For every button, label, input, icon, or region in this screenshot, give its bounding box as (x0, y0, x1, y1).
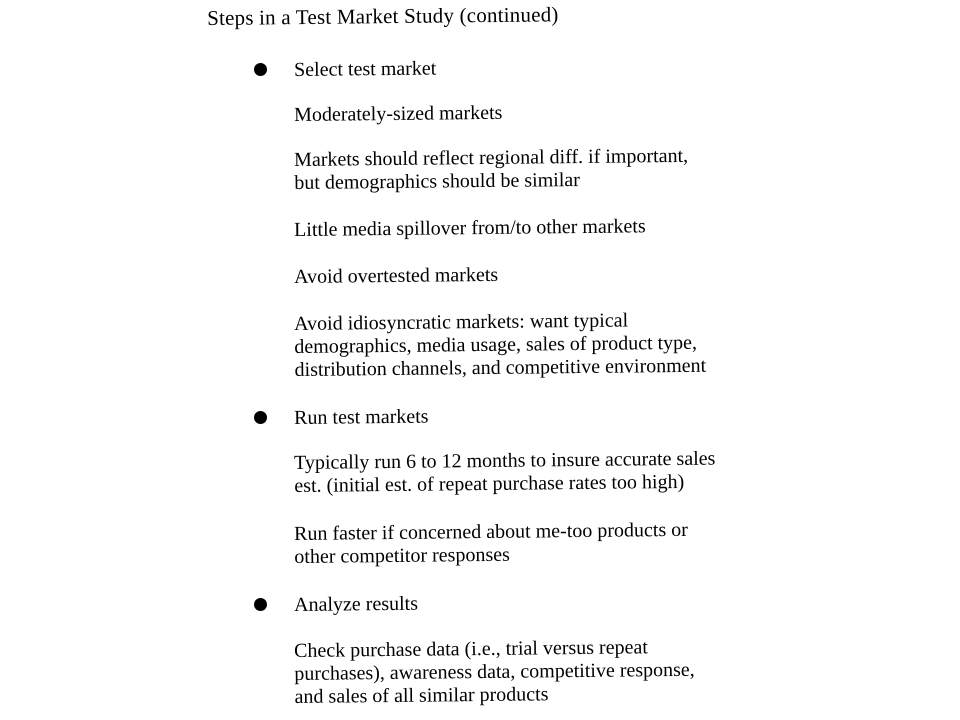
text-line: Run faster if concerned about me-too products or (294, 518, 688, 545)
list-item-media-spillover (294, 215, 646, 242)
text-line: purchases), awareness data, competitive response, (294, 658, 695, 685)
section-heading-run-test-markets: Run test markets (294, 405, 429, 429)
text-line: Moderately-sized markets (294, 101, 503, 126)
text-line: and sales of all similar products (294, 683, 549, 708)
list-item-idiosyncratic (294, 309, 706, 382)
text-line: Avoid overtested markets (294, 263, 499, 288)
text-line: other competitor responses (294, 543, 510, 568)
list-item-overtested (294, 264, 498, 289)
bullet-dot-analyze-results (254, 598, 267, 611)
section-heading-select-test-market: Select test market (294, 57, 437, 81)
text-line: Markets should reflect regional diff. if important, (294, 144, 689, 171)
text-line: Check purchase data (i.e., trial versus repeat (294, 636, 648, 662)
bullet-dot-select-test-market (254, 63, 267, 76)
list-item-regional-diff (294, 145, 688, 195)
text-line: demographics, media usage, sales of product type, (294, 331, 698, 358)
text-line: Avoid idiosyncratic markets: want typical (294, 309, 629, 335)
list-item-run-faster (294, 519, 688, 569)
list-item-check-purchase (294, 636, 695, 709)
list-item-moderately-sized (294, 102, 502, 127)
text-line: but demographics should be similar (294, 169, 580, 194)
text-line: est. (initial est. of repeat purchase rates too high) (294, 470, 685, 497)
page-title: Steps in a Test Market Study (continued) (207, 2, 559, 30)
text-line: Typically run 6 to 12 months to insure accurate sales (294, 447, 716, 474)
list-item-typically-run (294, 448, 716, 498)
bullet-dot-run-test-markets (254, 411, 267, 424)
text-line: distribution channels, and competitive environment (294, 354, 707, 381)
text-line: Little media spillover from/to other markets (294, 215, 646, 241)
section-heading-analyze-results: Analyze results (294, 592, 419, 616)
